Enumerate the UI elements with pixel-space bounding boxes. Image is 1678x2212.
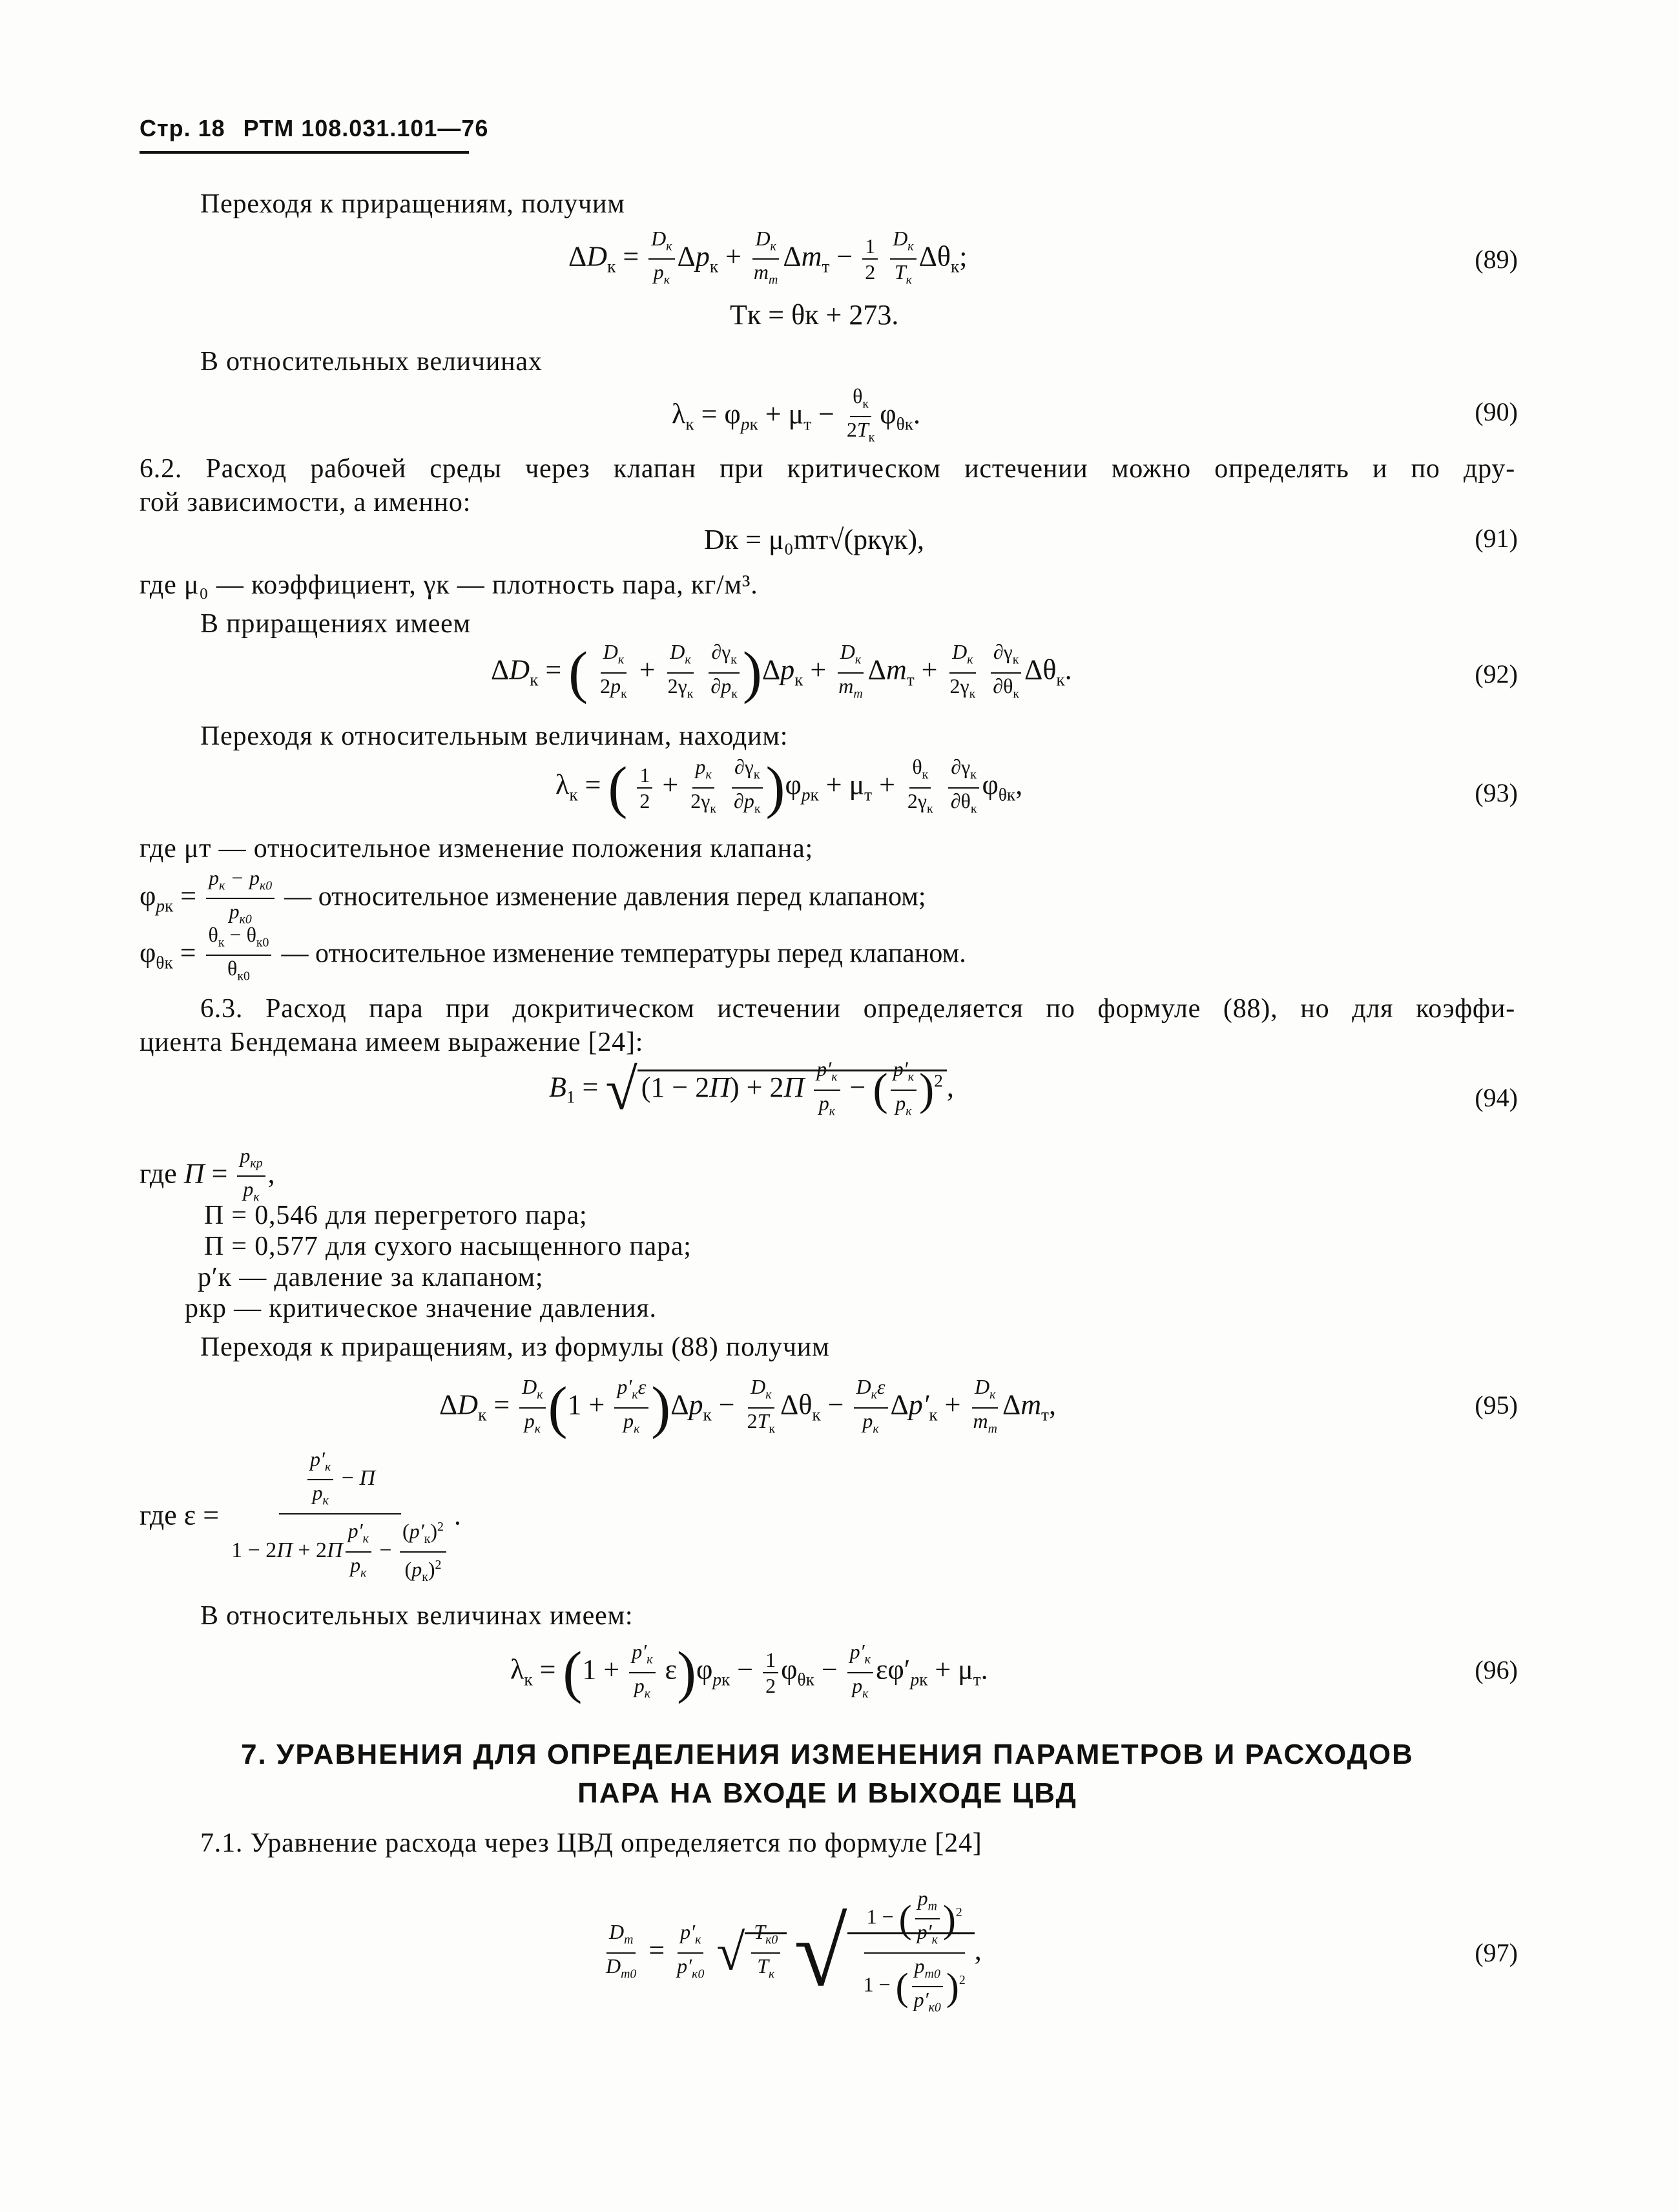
text-line: циента Бендемана имеем выражение [24]:: [140, 1028, 644, 1057]
text-line: 7.1. Уравнение расхода через ЦВД определяется по формуле [24]: [200, 1828, 982, 1858]
equation-92: $\Delta D_к$ = ( $\frac{D_к}{2p_к}$ + $\frac{D_к}{2\gamma_к}$ $\frac{\partial\gamma_к}{\partial p_к}$ )$\Delta p_к$ + $\frac{D_к}{m_т}$ $\Delta m_т$ + $\frac{D_к}{2\gamma_к}$ $\frac{\partial\gamma_к}{\partial\theta_к}$ $\Delta\theta_к$.: [491, 640, 1072, 705]
equation-number: (97): [1475, 1938, 1518, 1967]
text-line: Переходя к относительным величинам, находим:: [200, 721, 789, 751]
text-line: 6.3. Расход пара при докритическом истечении определяется по формуле (88), но для коэффи-: [200, 994, 1515, 1024]
equation-90: $\lambda_к = \varphi_{pк} + \mu_т$ − $\frac{\theta_к}{2T_к}$ $\varphi_{\theta к}$.: [672, 384, 921, 445]
equation-89-temperature: Tк = θк + 273.: [730, 299, 899, 331]
definition-epsilon: где ε = $\frac{p'_к}{p_к}$ − П 1 − 2П + 2П $\frac{p'_к}{p_к}$ − $\frac{(p'_к)^2}{(p_к)^2}$ .: [140, 1447, 461, 1584]
text-line: Переходя к приращениям, получим: [200, 189, 625, 219]
text-line: В относительных величинах имеем:: [200, 1601, 634, 1631]
equation-number: (96): [1475, 1655, 1518, 1684]
definition-line: где μт — относительное изменение положения клапана;: [140, 834, 813, 863]
document-code: РТМ 108.031.101—76: [243, 115, 489, 141]
text-line: гой зависимости, а именно:: [140, 488, 471, 517]
section-heading-line-2: ПАРА НА ВХОДЕ И ВЫХОДЕ ЦВД: [577, 1777, 1077, 1809]
text-line: 6.2. Расход рабочей среды через клапан при критическом истечении можно определять и по дру-: [140, 454, 1515, 484]
definition-line: П = 0,546 для перегретого пара;: [204, 1201, 588, 1230]
definition-line: p′к — давление за клапаном;: [198, 1263, 544, 1292]
equation-89: $\Delta D_к$ = $\frac{D_к}{p_к}$ $\Delta p_к$ + $\frac{D_к}{m_т}$ $\Delta m_т$ − $\frac{1}{2}$ $\frac{D_к}{T_к}$ $\Delta\theta_к$;: [568, 227, 968, 287]
text-line: где μ₀ — коэффициент, γк — плотность пара, кг/м³.: [140, 570, 758, 600]
equation-number: (93): [1475, 778, 1518, 807]
equation-94: $B_1$ = √ (1 − 2П) + 2П $\frac{p'_к}{p_к}$ − ( $\frac{p'_к}{p_к}$ )$^2$ ,: [549, 1057, 954, 1122]
header-rule: [140, 151, 469, 154]
equation-93: $\lambda_к$ = ( $\frac{1}{2}$ + $\frac{p_к}{2\gamma_к}$ $\frac{\partial\gamma_к}{\partial p_к}$ )$\varphi_{pк} + \mu_т$ + $\frac{\theta_к}{2\gamma_к}$ $\frac{\partial\gamma_к}{\partial\theta_к}$ $\varphi_{\theta к}$,: [555, 755, 1023, 820]
definition-phi-theta: $\varphi_{\theta к}$ = $\frac{\theta_к - \theta_{к0}}{\theta_{к0}}$ — относительное изменение температуры перед клапаном.: [140, 923, 966, 984]
equation-96: $\lambda_к = (1$ + $\frac{p'_к}{p_к}$ $\varepsilon)\varphi_{pк}$ − $\frac{1}{2}$ $\varphi_{\theta к}$ − $\frac{p'_к}{p_к}$ $\varepsilon\varphi'_{pк} + \mu_т$.: [510, 1640, 988, 1704]
page-number: Стр. 18: [140, 115, 225, 141]
equation-number: (89): [1475, 245, 1518, 274]
equation-95: $\Delta D_к$ = $\frac{D_к}{p_к}$ (1 + $\frac{p'_к\varepsilon}{p_к}$ )$\Delta p_к$ − $\frac{D_к}{2T_к}$ $\Delta\theta_к$ − $\frac{D_к\varepsilon}{p_к}$ $\Delta p'_к$ + $\frac{D_к}{m_т}$ $\Delta m_т$,: [439, 1375, 1056, 1440]
text-line: В приращениях имеем: [200, 609, 471, 639]
equation-97: $\frac{D_т}{D_{т0}}$ = $\frac{p'_к}{p'_{к0}}$ √ $\frac{T_{к0}}{T_к}$ √ 1 − ( $\frac{p_т}{p'_к}$ )$^2$ 1 − ( $\frac{p_{т0}}{p'_{к0}}$ )$^2$ ,: [606, 1886, 982, 2015]
text-line: Переходя к приращениям, из формулы (88) получим: [200, 1332, 830, 1362]
definition-line: pкр — критическое значение давления.: [185, 1294, 657, 1323]
equation-number: (94): [1475, 1083, 1518, 1112]
section-heading-line-1: 7. УРАВНЕНИЯ ДЛЯ ОПРЕДЕЛЕНИЯ ИЗМЕНЕНИЯ ПАРАМЕТРОВ И РАСХОДОВ: [241, 1739, 1414, 1770]
equation-number: (92): [1475, 659, 1518, 688]
text-line: В относительных величинах: [200, 347, 543, 377]
equation-91: Dк = μ₀mт√(pкγк),: [704, 524, 924, 555]
definition-pi: где П = $\frac{p_{кр}}{p_к}$ ,: [140, 1144, 275, 1204]
equation-number: (91): [1475, 524, 1518, 553]
page-header: [140, 115, 488, 142]
definition-line: П = 0,577 для сухого насыщенного пара;: [204, 1232, 692, 1261]
equation-number: (90): [1475, 397, 1518, 426]
definition-phi-p: $\varphi_{pк}$ = $\frac{p_к - p_{к0}}{p_{к0}}$ — относительное изменение давления перед клапаном;: [140, 866, 926, 927]
equation-number: (95): [1475, 1390, 1518, 1420]
